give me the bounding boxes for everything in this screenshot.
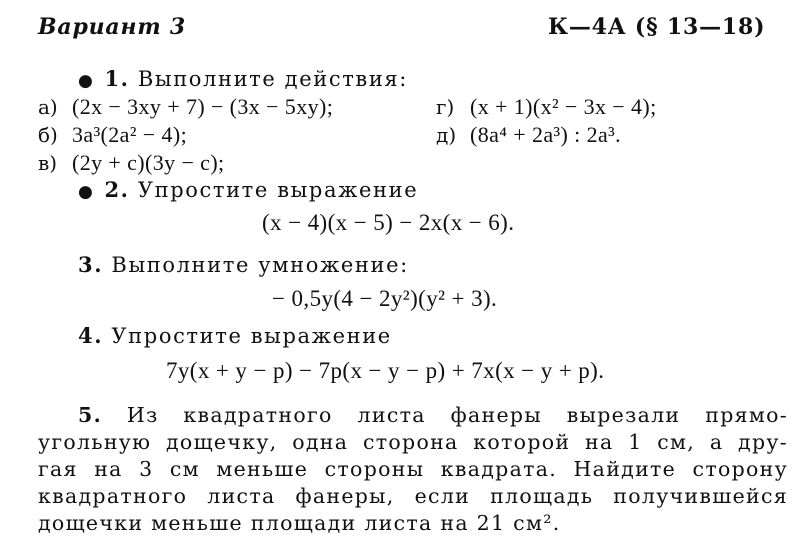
task-5-line: дощечки меньше площади листа на 21 см².	[38, 511, 561, 535]
item-expression: (2x − 3xy + 7) − (3x − 5xy);	[72, 94, 334, 119]
task-3-text: Выполните умножение:	[111, 253, 409, 277]
task-2-heading	[78, 177, 418, 202]
item-expression: 3a³(2a² − 4);	[72, 122, 188, 147]
task-3-number: 3.	[78, 252, 104, 277]
task-4-heading	[78, 323, 392, 348]
task-4-formula: 7y(x + y − p) − 7p(x − y − p) + 7x(x − y + p).	[166, 358, 605, 383]
item-expression: (8a⁴ + 2a³) : 2a³.	[470, 122, 622, 147]
item-letter: д)	[436, 123, 457, 147]
task-2-bullet: ●	[78, 182, 95, 202]
item-letter: г)	[436, 95, 455, 119]
task-5-paragraph	[38, 402, 788, 537]
item-letter: а)	[38, 95, 58, 119]
task-1-text: Выполните действия:	[137, 67, 408, 91]
item-expression: (x + 1)(x² − 3x − 4);	[470, 94, 657, 119]
task-1-item-b	[38, 122, 187, 148]
task-1-item-d	[436, 122, 621, 148]
task-5-line: гая на 3 см меньше стороны квадрата. Найдите сторону	[38, 457, 788, 481]
task-5-number: 5.	[78, 403, 103, 427]
task-1-item-a	[38, 94, 333, 120]
task-1-item-g	[436, 94, 657, 120]
item-letter: в)	[38, 151, 58, 175]
task-3-heading	[78, 252, 409, 277]
task-4-text: Упростите выражение	[111, 324, 392, 348]
task-5-line: угольную дощечку, одна сторона которой на 1 см, а дру-	[38, 430, 788, 454]
task-4-number: 4.	[78, 323, 104, 348]
item-letter: б)	[38, 123, 58, 147]
task-2-text: Упростите выражение	[137, 178, 419, 202]
task-1-bullet: ●	[78, 71, 95, 91]
task-5-line: квадратного листа фанеры, если площадь получившейся	[38, 484, 788, 508]
task-3-formula: − 0,5y(4 − 2y²)(y² + 3).	[272, 286, 498, 311]
task-1-number: 1.	[104, 66, 130, 91]
task-1-item-v	[38, 150, 225, 176]
test-code: К—4А (§ 13—18)	[548, 14, 766, 40]
task-2-formula: (x − 4)(x − 5) − 2x(x − 6).	[262, 210, 515, 235]
item-expression: (2y + c)(3y − c);	[72, 150, 225, 175]
task-1-heading	[78, 66, 408, 91]
task-2-number: 2.	[104, 177, 130, 202]
variant-title: Вариант 3	[38, 14, 186, 40]
task-5-line: 5. Из квадратного листа фанеры вырезали прямо-	[78, 403, 788, 427]
